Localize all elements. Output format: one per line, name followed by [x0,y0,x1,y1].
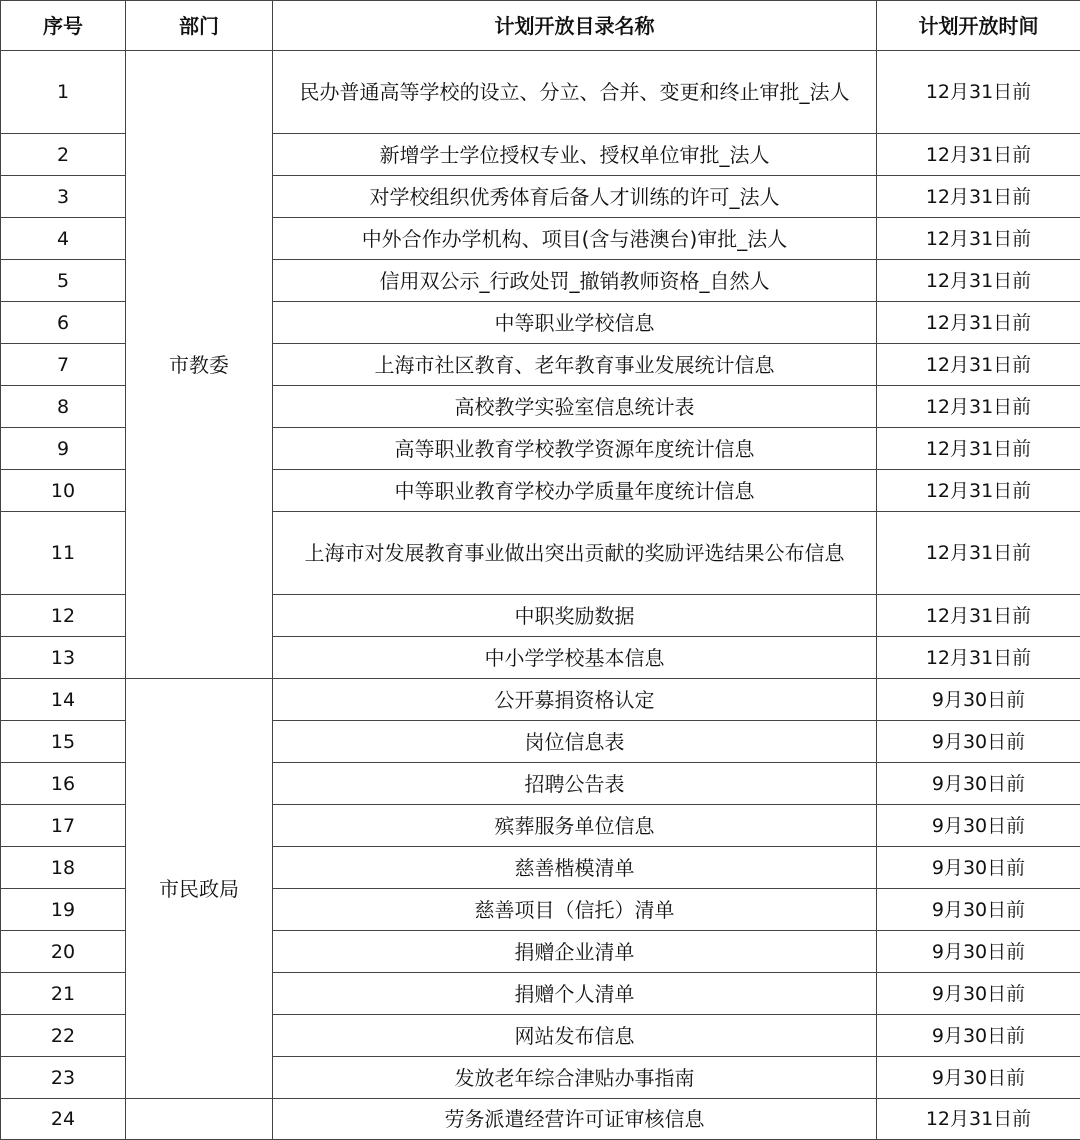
open-time: 12月31日前 [877,302,1080,344]
table-row [1,1099,1080,1140]
catalog-name: 信用双公示_行政处罚_撤销教师资格_自然人 [273,260,877,302]
row-number: 4 [1,218,126,260]
open-time: 12月31日前 [877,1099,1080,1140]
catalog-name: 对学校组织优秀体育后备人才训练的许可_法人 [273,176,877,218]
catalog-name: 捐赠企业清单 [273,931,877,973]
open-time: 12月31日前 [877,428,1080,470]
row-number: 1 [1,51,126,134]
open-time: 12月31日前 [877,637,1080,679]
open-time: 12月31日前 [877,386,1080,428]
header-dept: 部门 [126,1,273,51]
header-name: 计划开放目录名称 [273,1,877,51]
catalog-name: 慈善楷模清单 [273,847,877,889]
row-number: 6 [1,302,126,344]
row-number: 13 [1,637,126,679]
catalog-name: 捐赠个人清单 [273,973,877,1015]
catalog-name: 高校教学实验室信息统计表 [273,386,877,428]
row-number: 23 [1,1057,126,1099]
open-time: 12月31日前 [877,51,1080,134]
catalog-name: 中外合作办学机构、项目(含与港澳台)审批_法人 [273,218,877,260]
open-time: 9月30日前 [877,889,1080,931]
open-time: 12月31日前 [877,470,1080,512]
catalog-name: 公开募捐资格认定 [273,679,877,721]
catalog-name: 上海市对发展教育事业做出突出贡献的奖励评选结果公布信息 [273,512,877,595]
row-number: 22 [1,1015,126,1057]
open-time: 12月31日前 [877,176,1080,218]
open-time: 9月30日前 [877,805,1080,847]
catalog-name: 民办普通高等学校的设立、分立、合并、变更和终止审批_法人 [273,51,877,134]
catalog-name: 网站发布信息 [273,1015,877,1057]
open-time: 9月30日前 [877,679,1080,721]
row-number: 5 [1,260,126,302]
row-number: 18 [1,847,126,889]
open-time: 9月30日前 [877,1015,1080,1057]
catalog-name: 高等职业教育学校教学资源年度统计信息 [273,428,877,470]
catalog-name: 上海市社区教育、老年教育事业发展统计信息 [273,344,877,386]
open-time: 9月30日前 [877,847,1080,889]
catalog-name: 发放老年综合津贴办事指南 [273,1057,877,1099]
table-row [1,51,1080,134]
catalog-name: 殡葬服务单位信息 [273,805,877,847]
row-number: 21 [1,973,126,1015]
department-cell: 市教委 [126,51,273,679]
header-row [1,1,1080,51]
row-number: 8 [1,386,126,428]
header-time: 计划开放时间 [877,1,1080,51]
catalog-name: 岗位信息表 [273,721,877,763]
row-number: 16 [1,763,126,805]
header-no: 序号 [1,1,126,51]
row-number: 10 [1,470,126,512]
table-row [1,679,1080,721]
row-number: 3 [1,176,126,218]
row-number: 9 [1,428,126,470]
open-time: 9月30日前 [877,1057,1080,1099]
catalog-name: 劳务派遣经营许可证审核信息 [273,1099,877,1140]
row-number: 20 [1,931,126,973]
open-time: 12月31日前 [877,134,1080,176]
row-number: 14 [1,679,126,721]
open-time: 12月31日前 [877,344,1080,386]
catalog-name: 中等职业教育学校办学质量年度统计信息 [273,470,877,512]
open-time: 9月30日前 [877,931,1080,973]
catalog-name: 新增学士学位授权专业、授权单位审批_法人 [273,134,877,176]
open-time: 9月30日前 [877,763,1080,805]
department-cell [126,1099,273,1140]
catalog-name: 中职奖励数据 [273,595,877,637]
department-cell: 市民政局 [126,679,273,1099]
open-time: 12月31日前 [877,512,1080,595]
open-time: 12月31日前 [877,260,1080,302]
catalog-name: 中小学学校基本信息 [273,637,877,679]
catalog-name: 慈善项目（信托）清单 [273,889,877,931]
row-number: 11 [1,512,126,595]
open-time: 12月31日前 [877,218,1080,260]
row-number: 17 [1,805,126,847]
row-number: 2 [1,134,126,176]
row-number: 12 [1,595,126,637]
open-time: 9月30日前 [877,721,1080,763]
row-number: 7 [1,344,126,386]
open-time: 9月30日前 [877,973,1080,1015]
row-number: 24 [1,1099,126,1140]
catalog-name: 招聘公告表 [273,763,877,805]
catalog-name: 中等职业学校信息 [273,302,877,344]
row-number: 19 [1,889,126,931]
open-time: 12月31日前 [877,595,1080,637]
row-number: 15 [1,721,126,763]
